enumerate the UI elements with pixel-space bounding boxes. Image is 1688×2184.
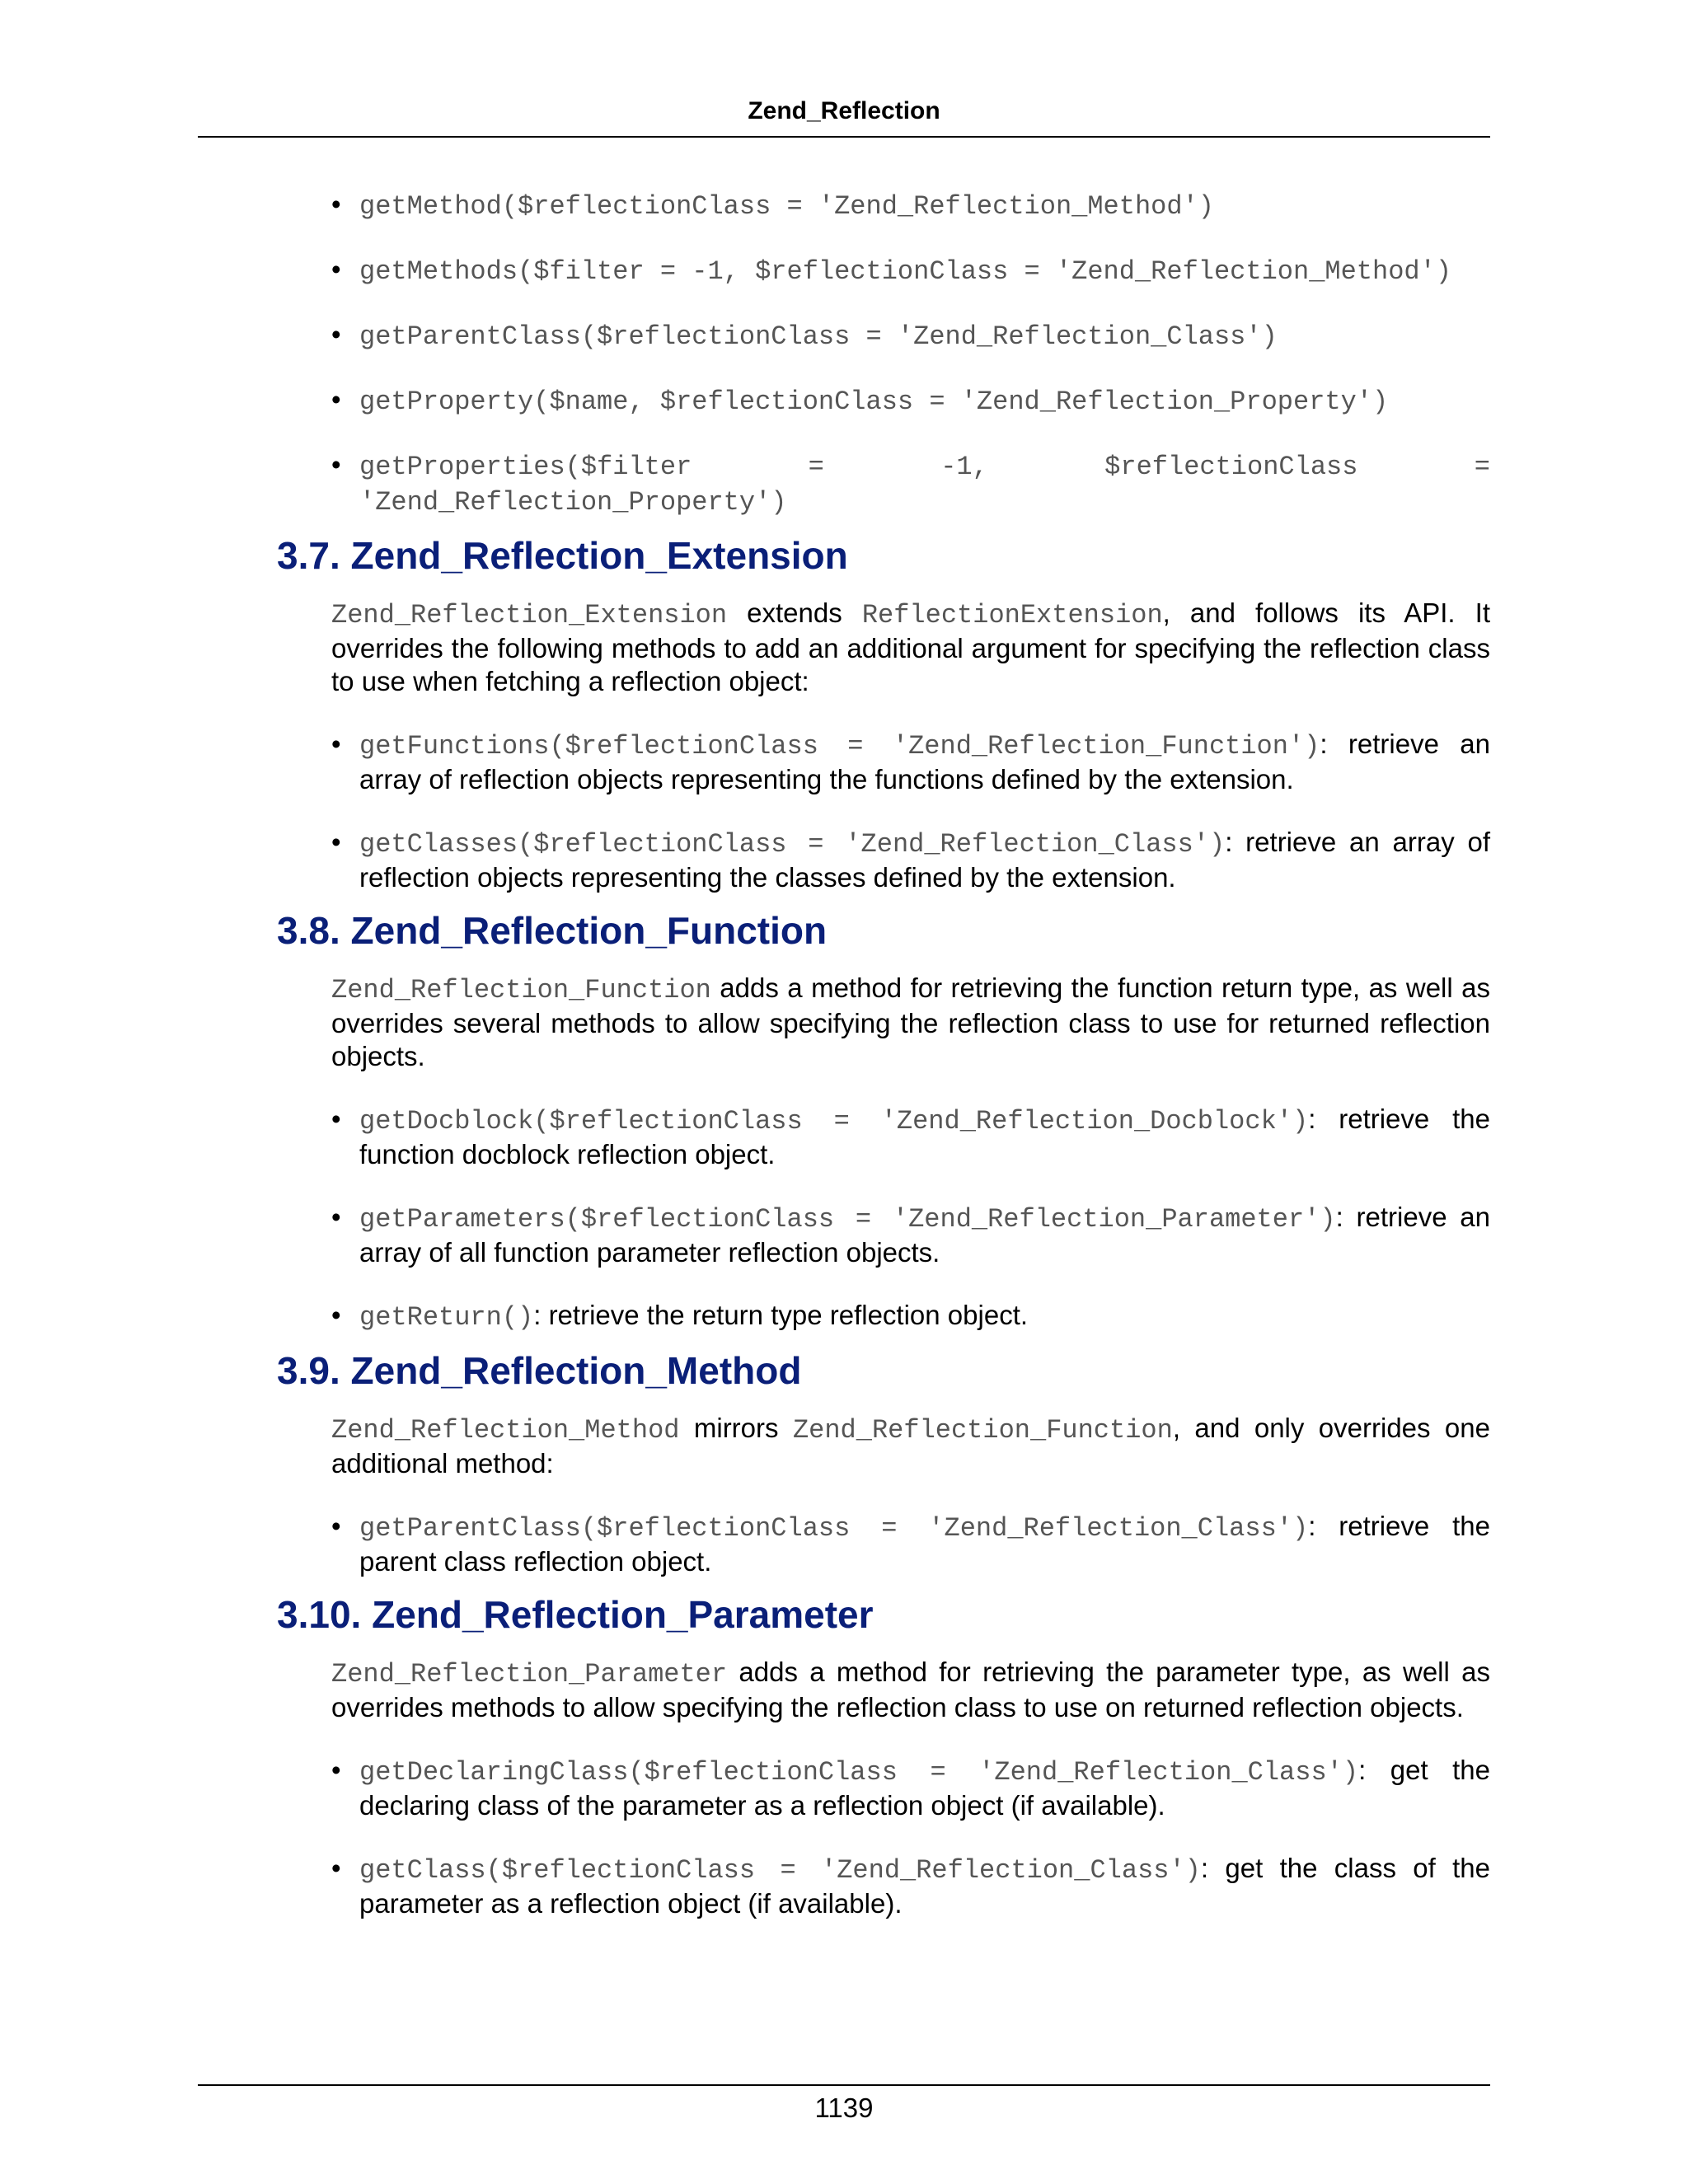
section-body — [331, 1412, 1490, 1578]
bullet-icon: • — [331, 384, 341, 415]
method-signature: getReturn() — [359, 1302, 534, 1333]
list-item — [331, 1754, 1490, 1822]
paragraph-text: mirrors — [679, 1413, 793, 1443]
para-list-gap — [331, 698, 1490, 728]
method-signature: getFunctions($reflectionClass = 'Zend_Reflection_Function') — [359, 731, 1320, 762]
list-item — [331, 448, 1490, 519]
method-signature: getMethod($reflectionClass = 'Zend_Reflection_Method') — [359, 191, 1214, 222]
inline-code: Zend_Reflection_Method — [331, 1415, 680, 1446]
page-content — [277, 188, 1490, 1920]
method-description: : retrieve the function docblock reflection object. — [359, 1104, 1491, 1169]
section-paragraph — [331, 1412, 1490, 1480]
bullet-icon: • — [331, 1853, 341, 1883]
para-list-gap — [331, 1073, 1490, 1103]
bullet-icon: • — [331, 827, 341, 857]
section-gap — [277, 1334, 1490, 1347]
method-signature: getClass($reflectionClass = 'Zend_Reflection_Class') — [359, 1855, 1201, 1886]
section-body — [331, 597, 1490, 894]
list-item — [331, 188, 1490, 223]
list-item — [331, 1299, 1490, 1334]
para-list-gap — [331, 1480, 1490, 1510]
method-list — [331, 1510, 1490, 1578]
list-gap — [331, 796, 1490, 826]
bullet-icon: • — [331, 1755, 341, 1785]
method-description: : retrieve the parent class reflection object. — [359, 1511, 1491, 1577]
list-item — [331, 1103, 1490, 1171]
method-signature: getParameters($reflectionClass = 'Zend_Reflection_Parameter') — [359, 1204, 1336, 1235]
intro-method-list — [331, 188, 1490, 519]
list-gap — [331, 354, 1490, 383]
method-signature: getParentClass($reflectionClass = 'Zend_Reflection_Class') — [359, 1513, 1309, 1544]
header-rule — [198, 136, 1490, 138]
title-gap — [277, 1394, 1490, 1412]
paragraph-text: , and only overrides one additional method: — [331, 1413, 1490, 1479]
inline-code: Zend_Reflection_Function — [331, 975, 711, 1005]
list-gap — [331, 1822, 1490, 1852]
section-body — [331, 972, 1490, 1334]
title-gap — [277, 954, 1490, 972]
method-signature: getParentClass($reflectionClass = 'Zend_Reflection_Class') — [359, 321, 1278, 352]
section-title: 3.10. Zend_Reflection_Parameter — [277, 1593, 874, 1636]
method-signature: getMethods($filter = -1, $reflectionClass = 'Zend_Reflection_Method') — [359, 256, 1452, 287]
intro-list-container — [331, 188, 1490, 519]
list-item — [331, 383, 1490, 419]
section-gap — [277, 1578, 1490, 1591]
section-title: 3.8. Zend_Reflection_Function — [277, 909, 828, 952]
bullet-icon: • — [331, 254, 341, 284]
list-item — [331, 826, 1490, 894]
method-signature: getProperties($filter = -1, $reflectionClass = 'Zend_Reflection_Property') — [359, 452, 1490, 518]
running-header: Zend_Reflection — [748, 97, 940, 124]
section-paragraph — [331, 972, 1490, 1073]
list-gap — [331, 1171, 1490, 1201]
method-description: : retrieve the return type reflection object. — [533, 1300, 1029, 1330]
list-item — [331, 1852, 1490, 1920]
list-item — [331, 318, 1490, 354]
method-list — [331, 728, 1490, 894]
paragraph-text: adds a method for retrieving the function return type, as well as overrides several methods to allow specifying the reflection class to use for returned reflection objects. — [331, 972, 1490, 1071]
section-title: 3.7. Zend_Reflection_Extension — [277, 534, 848, 577]
section-gap — [277, 894, 1490, 907]
method-description: : retrieve an array of reflection objects representing the classes defined by the extension. — [359, 827, 1491, 893]
section-paragraph — [331, 597, 1490, 698]
list-item — [331, 1201, 1490, 1269]
method-list — [331, 1754, 1490, 1920]
list-item — [331, 253, 1490, 288]
method-list — [331, 1103, 1490, 1334]
list-gap — [331, 223, 1490, 253]
inline-code: Zend_Reflection_Function — [792, 1415, 1173, 1446]
para-list-gap — [331, 1724, 1490, 1754]
list-gap — [331, 419, 1490, 448]
bullet-icon: • — [331, 729, 341, 759]
method-signature: getDeclaringClass($reflectionClass = 'Zend_Reflection_Class') — [359, 1757, 1359, 1788]
method-signature: getDocblock($reflectionClass = 'Zend_Reflection_Docblock') — [359, 1106, 1309, 1137]
list-item — [331, 728, 1490, 796]
page-number: 1139 — [814, 2093, 874, 2123]
title-gap — [277, 1638, 1490, 1656]
list-item — [331, 1510, 1490, 1578]
bullet-icon: • — [331, 1511, 341, 1541]
list-gap — [331, 1269, 1490, 1299]
section-body — [331, 1656, 1490, 1920]
list-gap — [331, 288, 1490, 318]
method-description: : retrieve an array of all function parameter reflection objects. — [359, 1202, 1491, 1268]
section-gap — [277, 519, 1490, 532]
title-gap — [277, 579, 1490, 597]
paragraph-text: extends — [727, 598, 862, 628]
bullet-icon: • — [331, 1104, 341, 1134]
inline-code: Zend_Reflection_Parameter — [331, 1659, 728, 1690]
bullet-icon: • — [331, 449, 341, 480]
inline-code: Zend_Reflection_Extension — [331, 600, 728, 630]
method-signature: getProperty($name, $reflectionClass = 'Zend_Reflection_Property') — [359, 387, 1389, 417]
bullet-icon: • — [331, 319, 341, 349]
method-description: : retrieve an array of reflection objects representing the functions defined by the extension. — [359, 729, 1491, 794]
paragraph-text: , and follows its API. It overrides the following methods to add an additional argument for specifying the reflection class to use when fetching a reflection object: — [331, 598, 1490, 696]
method-description: : get the class of the parameter as a reflection object (if available). — [359, 1853, 1490, 1919]
bullet-icon: • — [331, 189, 341, 219]
method-signature: getClasses($reflectionClass = 'Zend_Reflection_Class') — [359, 829, 1226, 860]
paragraph-text: adds a method for retrieving the parameter type, as well as overrides methods to allow specifying the reflection class to use on returned reflection objects. — [331, 1657, 1490, 1722]
section-paragraph — [331, 1656, 1490, 1724]
section-title: 3.9. Zend_Reflection_Method — [277, 1349, 802, 1392]
bullet-icon: • — [331, 1202, 341, 1232]
inline-code: ReflectionExtension — [861, 600, 1163, 630]
footer-rule — [198, 2084, 1490, 2086]
method-description: : get the declaring class of the parameter as a reflection object (if available). — [359, 1755, 1490, 1821]
sections-container — [277, 519, 1490, 1920]
bullet-icon: • — [331, 1300, 341, 1330]
